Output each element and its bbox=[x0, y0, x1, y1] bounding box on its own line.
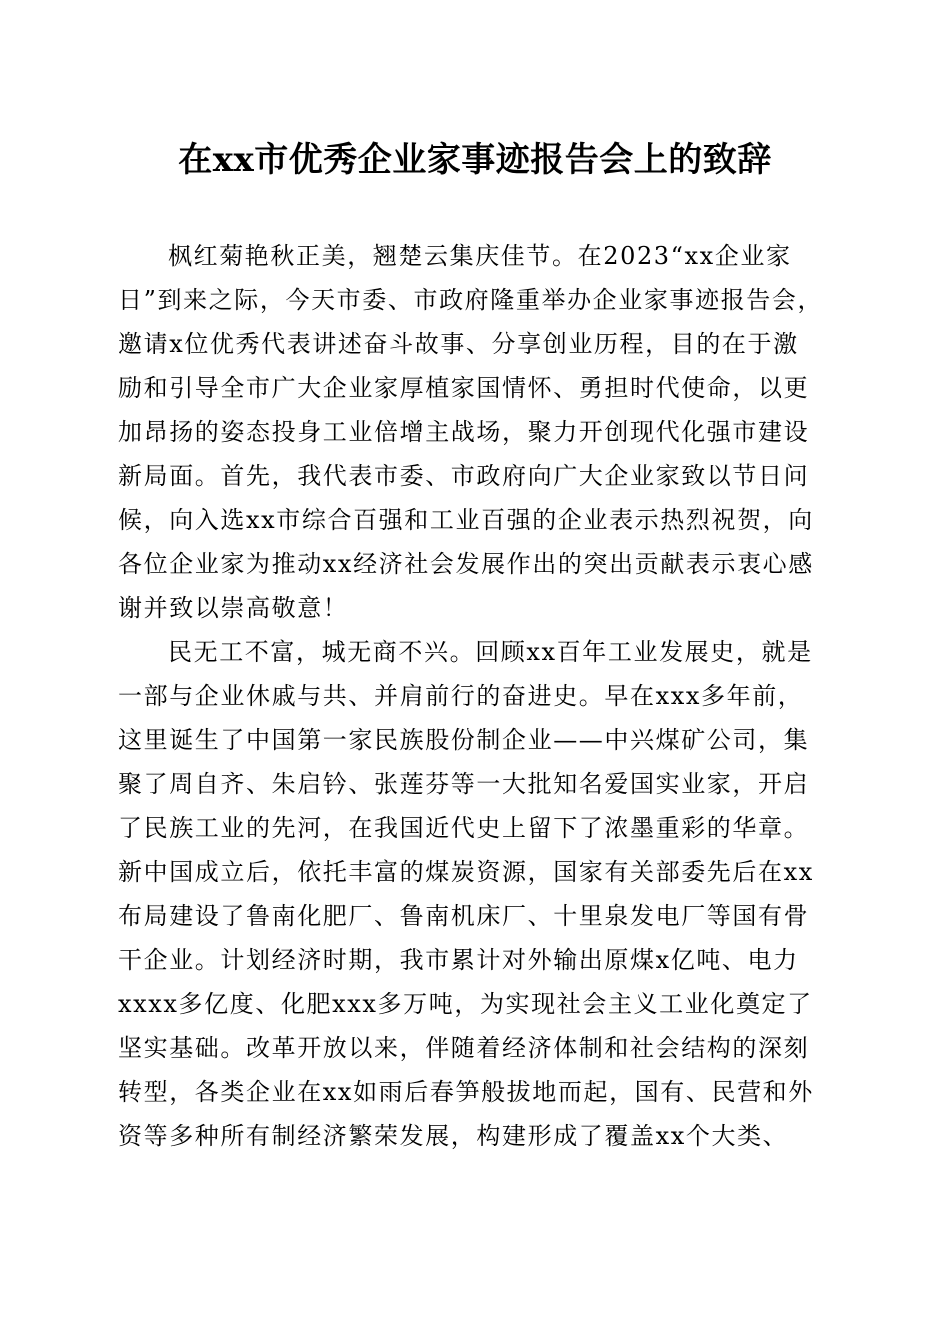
text-line: 新局面。首先，我代表市委、市政府向广大企业家致以节日问 bbox=[118, 462, 810, 490]
text-line: xxxx多亿度、化肥xxx多万吨，为实现社会主义工业化奠定了 bbox=[118, 990, 813, 1018]
text-line: 这里诞生了中国第一家民族股份制企业——中兴煤矿公司，集 bbox=[118, 726, 810, 754]
text-line: 枫红菊艳秋正美，翘楚云集庆佳节。在2023“xx企业家 bbox=[168, 242, 792, 270]
text-line: 干企业。计划经济时期，我市累计对外输出原煤x亿吨、电力 bbox=[118, 946, 799, 974]
document-body bbox=[118, 234, 828, 1158]
text-line: 加昂扬的姿态投身工业倍增主战场，聚力开创现代化强市建设 bbox=[118, 418, 810, 446]
text-line: 一部与企业休戚与共、并肩前行的奋进史。早在xxx多年前， bbox=[118, 682, 804, 710]
text-line: 资等多种所有制经济繁荣发展，构建形成了覆盖xx个大类、 bbox=[118, 1122, 789, 1150]
text-line: 日”到来之际，今天市委、市政府隆重举办企业家事迹报告会， bbox=[118, 286, 824, 314]
text-line: 民无工不富，城无商不兴。回顾xx百年工业发展史，就是 bbox=[168, 638, 813, 666]
text-line: 了民族工业的先河，在我国近代史上留下了浓墨重彩的华章。 bbox=[118, 814, 810, 842]
text-line: 邀请x位优秀代表讲述奋斗故事、分享创业历程，目的在于激 bbox=[118, 330, 799, 358]
text-line: 坚实基础。改革开放以来，伴随着经济体制和社会结构的深刻 bbox=[118, 1034, 810, 1062]
text-line: 新中国成立后，依托丰富的煤炭资源，国家有关部委先后在xx bbox=[118, 858, 814, 886]
text-line: 聚了周自齐、朱启钤、张莲芬等一大批知名爱国实业家，开启 bbox=[118, 770, 810, 798]
text-line: 各位企业家为推动xx经济社会发展作出的突出贡献表示衷心感 bbox=[118, 550, 814, 578]
document-title: 在xx市优秀企业家事迹报告会上的致辞 bbox=[178, 140, 772, 180]
text-line: 谢并致以崇高敬意！ bbox=[118, 594, 349, 622]
text-line: 励和引导全市广大企业家厚植家国情怀、勇担时代使命，以更 bbox=[118, 374, 810, 402]
text-line: 候，向入选xx市综合百强和工业百强的企业表示热烈祝贺，向 bbox=[118, 506, 814, 534]
paragraph-2 bbox=[118, 630, 828, 1158]
text-line: 布局建设了鲁南化肥厂、鲁南机床厂、十里泉发电厂等国有骨 bbox=[118, 902, 810, 930]
text-line: 转型，各类企业在xx如雨后春笋般拔地而起，国有、民营和外 bbox=[118, 1078, 814, 1106]
paragraph-1 bbox=[118, 234, 828, 630]
